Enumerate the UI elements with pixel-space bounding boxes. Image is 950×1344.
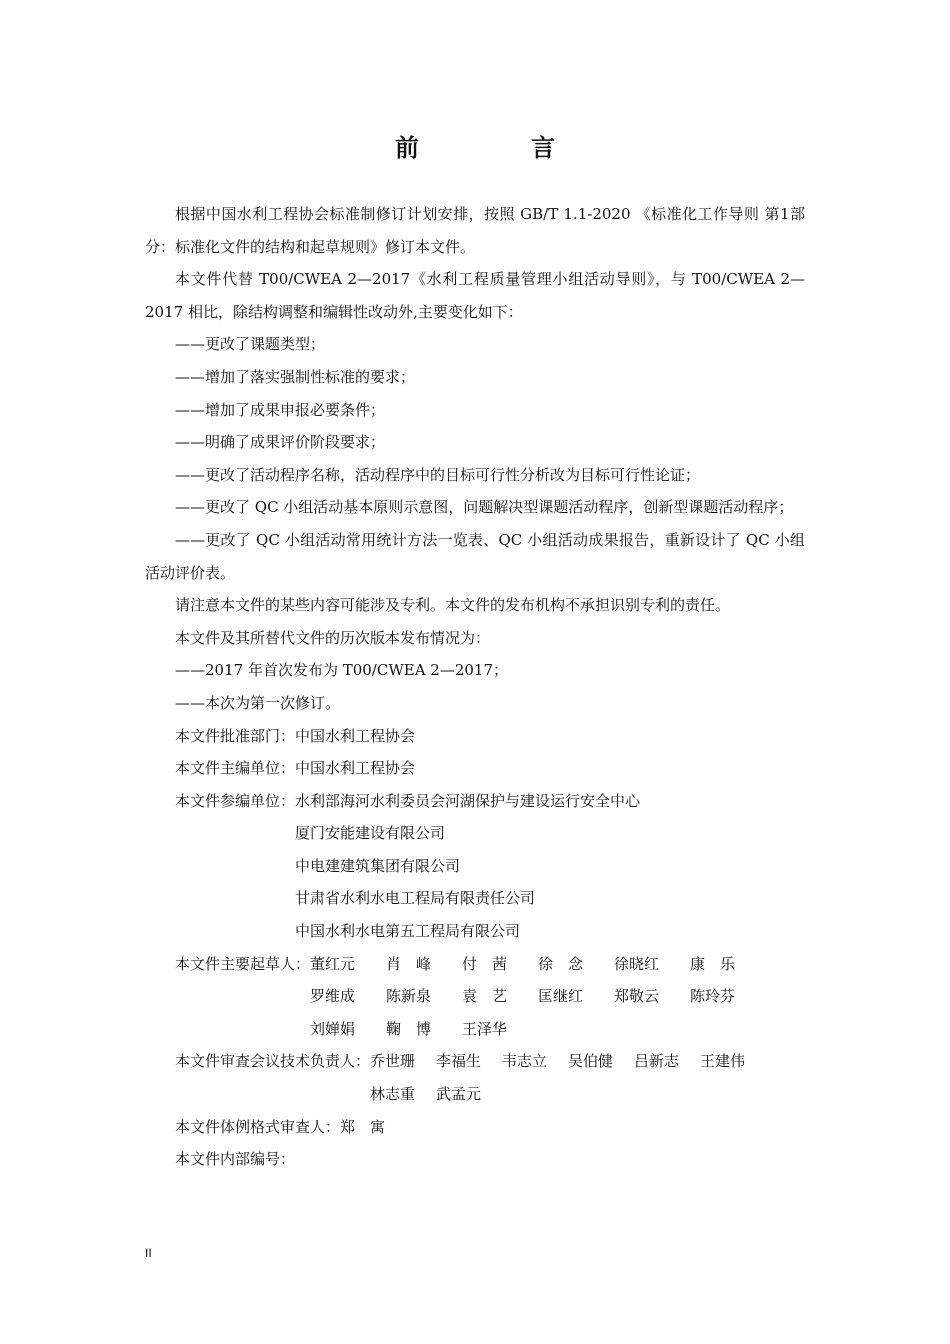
reviewer-name: 武孟元 [436,1085,482,1104]
change-item: ——增加了落实强制性标准的要求； [175,367,416,386]
reviewer-name: 韦志立 [502,1052,548,1071]
reviewer-name: 吕新志 [634,1052,680,1071]
participant-unit: 中电建建筑集团有限公司 [295,856,461,875]
reviewer-name: 乔世珊 [370,1052,416,1071]
format-reviewer-value: 郑 寓 [340,1117,386,1136]
editor-value: 中国水利工程协会 [295,759,416,778]
participant-unit: 中国水利水电第五工程局有限公司 [295,922,521,941]
page-number: II [145,1246,152,1260]
drafter-name: 陈玲芬 [690,987,736,1006]
internal-number-label: 本文件内部编号： [175,1150,296,1169]
change-item: ——明确了成果评价阶段要求； [175,433,386,452]
main-drafters [145,948,805,1046]
approval-department [145,720,805,753]
change-item: ——更改了活动程序名称，活动程序中的目标可行性分析改为目标可行性论证； [175,465,701,484]
change-item: ——增加了成果申报必要条件； [175,400,386,419]
drafter-name: 罗维成 [310,987,356,1006]
paragraph: 根据中国水利工程协会标准制修订计划安排，按照 GB/T 1.1-2020 《标准化工作导则 第1部分：标准化文件的结构和起草规则》修订本文件。 [145,205,805,256]
format-reviewer-label: 本文件体例格式审查人： [175,1117,341,1136]
review-leaders [145,1045,805,1110]
reviewer-name: 李福生 [436,1052,482,1071]
change-item: ——更改了 QC 小组活动常用统计方法一览表、QC 小组活动成果报告，重新设计了 QC 小组活动评价表。 [145,530,805,582]
document-body [145,198,805,1176]
history-item: ——本次为第一次修订。 [175,693,341,712]
participant-unit: 甘肃省水利水电工程局有限责任公司 [295,889,536,908]
drafter-name: 徐晓红 [614,954,660,973]
drafter-name: 肖 峰 [386,954,432,973]
editor-unit [145,752,805,785]
participant-unit: 水利部海河水利委员会河湖保护与建设运行安全中心 [295,791,641,810]
paragraph: 本文件代替 T00/CWEA 2—2017《水利工程质量管理小组活动导则》，与 T00/CWEA 2—2017 相比，除结构调整和编辑性改动外,主要变化如下： [145,270,805,321]
drafter-name: 袁 艺 [462,987,508,1006]
approval-label: 本文件批准部门： [175,726,296,745]
drafter-name: 郑敬云 [614,987,660,1006]
drafter-name: 陈新泉 [386,987,432,1006]
drafter-name: 匡继红 [538,987,584,1006]
reviewer-name: 吴伯健 [568,1052,614,1071]
format-reviewer [145,1111,805,1144]
change-item: ——更改了 QC 小组活动基本原则示意图，问题解决型课题活动程序，创新型课题活动程序； [175,498,794,517]
participant-unit: 厦门安能建设有限公司 [295,824,446,843]
page-title: 前 言 [395,134,599,162]
reviewer-name: 王建伟 [700,1052,746,1071]
history-item: ——2017 年首次发布为 T00/CWEA 2—2017； [175,661,509,680]
internal-number [145,1143,805,1176]
drafter-name: 徐 念 [538,954,584,973]
drafter-name: 刘婵娟 [310,1019,356,1038]
patent-notice: 请注意本文件的某些内容可能涉及专利。本文件的发布机构不承担识别专利的责任。 [175,596,731,615]
drafter-name: 康 乐 [690,954,736,973]
drafter-name: 鞠 博 [386,1019,432,1038]
drafter-name: 付 茜 [462,954,508,973]
editor-label: 本文件主编单位： [175,759,296,778]
reviewer-name: 林志重 [370,1085,416,1104]
participating-units [145,785,805,948]
participants-label: 本文件参编单位： [175,791,296,810]
drafters-label: 本文件主要起草人： [175,954,311,973]
approval-value: 中国水利工程协会 [295,726,416,745]
history-intro: 本文件及其所替代文件的历次版本发布情况为： [175,628,491,647]
drafter-name: 董红元 [310,954,356,973]
drafter-name: 王泽华 [462,1019,508,1038]
change-item: ——更改了课题类型； [175,335,326,354]
reviewers-label: 本文件审查会议技术负责人： [175,1052,371,1071]
